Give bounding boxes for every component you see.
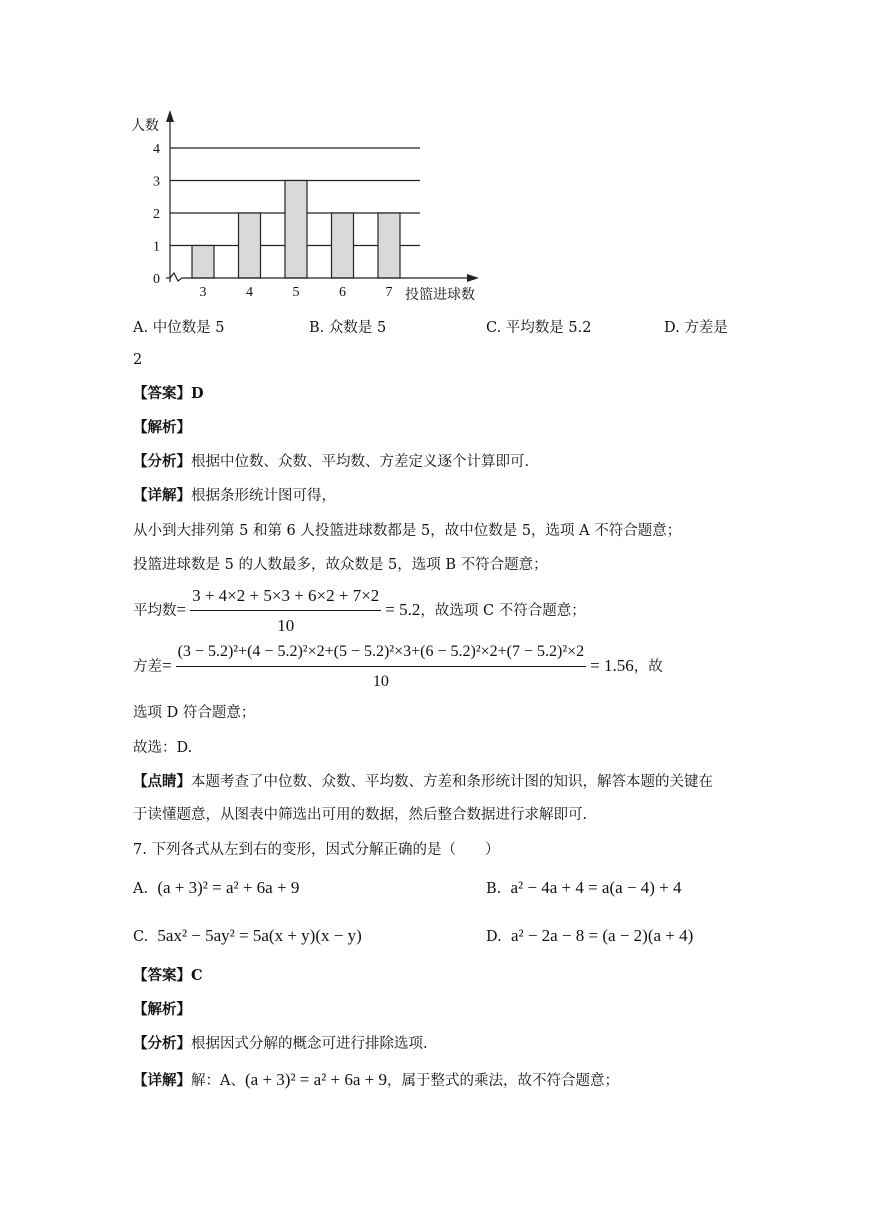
comment-text1: 本题考查了中位数、众数、平均数、方差和条形统计图的知识，解答本题的关键在	[191, 774, 713, 790]
analysis-heading-q6: 【解析】	[133, 419, 191, 436]
q7-detail-math: (a + 3)² = a² + 6a + 9	[244, 1070, 387, 1089]
analysis-q6	[133, 452, 529, 472]
q7-option-b-label: B.	[486, 881, 502, 897]
median-line: 从小到大排列第 5 和第 6 人投篮进球数都是 5，故中位数是 5，选项 A 不符合题意；	[133, 523, 682, 539]
bar	[192, 246, 214, 279]
answer-q6: 【答案】D	[133, 385, 204, 402]
q7-detail-pre: 解：A、	[191, 1073, 245, 1089]
choose-line: 故选：D.	[133, 740, 193, 756]
y-axis-title: 人数	[131, 119, 159, 134]
chart-bars	[192, 181, 400, 279]
variance-tail: ，故	[633, 659, 663, 675]
variance-formula: 方差= (3 − 5.2)²+(4 − 5.2)²×2+(5 − 5.2)²×3+(6 − 5.2)²×2+(7 − 5.2)²×2 10 = 1.56，故	[133, 640, 663, 694]
q7-analysis-text: 根据因式分解的概念可进行排除选项.	[191, 1036, 428, 1052]
answer-q7: 【答案】C	[133, 967, 203, 984]
analysis-tag: 【分析】	[133, 453, 191, 470]
x-tick-label: 3	[199, 285, 207, 300]
option-a: A. 中位数是 5	[133, 320, 225, 336]
q7-analysis-tag: 【分析】	[133, 1035, 191, 1052]
bar-chart	[125, 108, 495, 308]
bar	[285, 181, 307, 279]
q7-option-a	[133, 876, 299, 901]
x-tick-label: 4	[246, 285, 253, 300]
y-tick-label: 2	[153, 207, 160, 222]
q7-option-a-label: A.	[133, 881, 149, 897]
q7-detail-tag: 【详解】	[133, 1072, 191, 1089]
q7-option-d	[486, 924, 693, 949]
y-tick-label: 3	[153, 174, 160, 190]
variance-line2: 选项 D 符合题意；	[133, 705, 256, 721]
bar	[378, 213, 400, 278]
comment-q6	[133, 772, 713, 792]
q7-detail-post: ，属于整式的乘法，故不符合题意；	[387, 1073, 619, 1089]
mean-numerator: 3 + 4×2 + 5×3 + 6×2 + 7×2	[190, 584, 381, 611]
q7-option-a-math: (a + 3)² = a² + 6a + 9	[157, 878, 300, 897]
analysis-text: 根据中位数、众数、平均数、方差定义逐个计算即可.	[191, 454, 530, 470]
x-tick-label: 5	[292, 285, 300, 300]
q7-option-c	[133, 924, 362, 949]
question-7-stem: 7. 下列各式从左到右的变形，因式分解正确的是（ ）	[133, 842, 500, 858]
comment-text2: 于读懂题意，从图表中筛选出可用的数据，然后整合数据进行求解即可.	[133, 807, 588, 823]
x-tick-label: 6	[339, 285, 346, 300]
variance-label: 方差	[133, 659, 162, 675]
detail-q6	[133, 486, 336, 506]
option-d-continued: 2	[133, 352, 143, 368]
detail-q7	[133, 1068, 619, 1093]
y-tick-label: 4	[153, 142, 160, 157]
option-c: C. 平均数是 5.2	[486, 320, 592, 336]
variance-denominator: 10	[372, 673, 389, 690]
mean-tail: ，故选项 C 不符合题意；	[420, 603, 586, 619]
analysis-q7	[133, 1034, 428, 1054]
variance-result: = 1.56	[590, 656, 634, 675]
analysis-heading-q7: 【解析】	[133, 1001, 191, 1018]
y-tick-label: 1	[153, 239, 160, 255]
detail-text: 根据条形统计图可得，	[191, 488, 336, 504]
mean-denominator: 10	[277, 616, 295, 635]
q7-option-c-label: C.	[133, 929, 149, 945]
q7-option-d-math: a² − 2a − 8 = (a − 2)(a + 4)	[510, 926, 694, 945]
option-b: B. 众数是 5	[309, 320, 387, 336]
mode-line: 投篮进球数是 5 的人数最多，故众数是 5，选项 B 不符合题意；	[133, 557, 548, 573]
mean-formula: 平均数= $\frac{3 + 4\times 2 + 5\times 3 + 6\times 2 + 7\times 2}{10}$ = 5.2，故选项 C 不符合题意；	[133, 584, 586, 638]
mean-result: = 5.2	[385, 600, 421, 619]
q7-option-d-label: D.	[486, 929, 502, 945]
variance-numerator: (3 − 5.2)²+(4 − 5.2)²×2+(5 − 5.2)²×3+(6 − 5.2)²×2+(7 − 5.2)²×2	[176, 640, 587, 667]
detail-tag: 【详解】	[133, 487, 191, 504]
q7-option-c-math: 5ax² − 5ay² = 5a(x + y)(x − y)	[157, 926, 362, 945]
x-axis-title: 投篮进球数	[405, 288, 475, 303]
bar	[239, 213, 261, 278]
x-tick-label: 7	[385, 285, 393, 300]
bar	[332, 213, 354, 278]
x-axis-arrow	[467, 274, 479, 282]
mean-label: 平均数	[133, 603, 177, 619]
q7-option-b	[486, 876, 682, 901]
comment-tag: 【点睛】	[133, 773, 191, 790]
y-tick-label: 0	[153, 272, 160, 287]
option-d: D. 方差是	[664, 320, 728, 336]
y-axis-arrow	[166, 110, 174, 122]
q7-option-b-math: a² − 4a + 4 = a(a − 4) + 4	[510, 878, 682, 897]
